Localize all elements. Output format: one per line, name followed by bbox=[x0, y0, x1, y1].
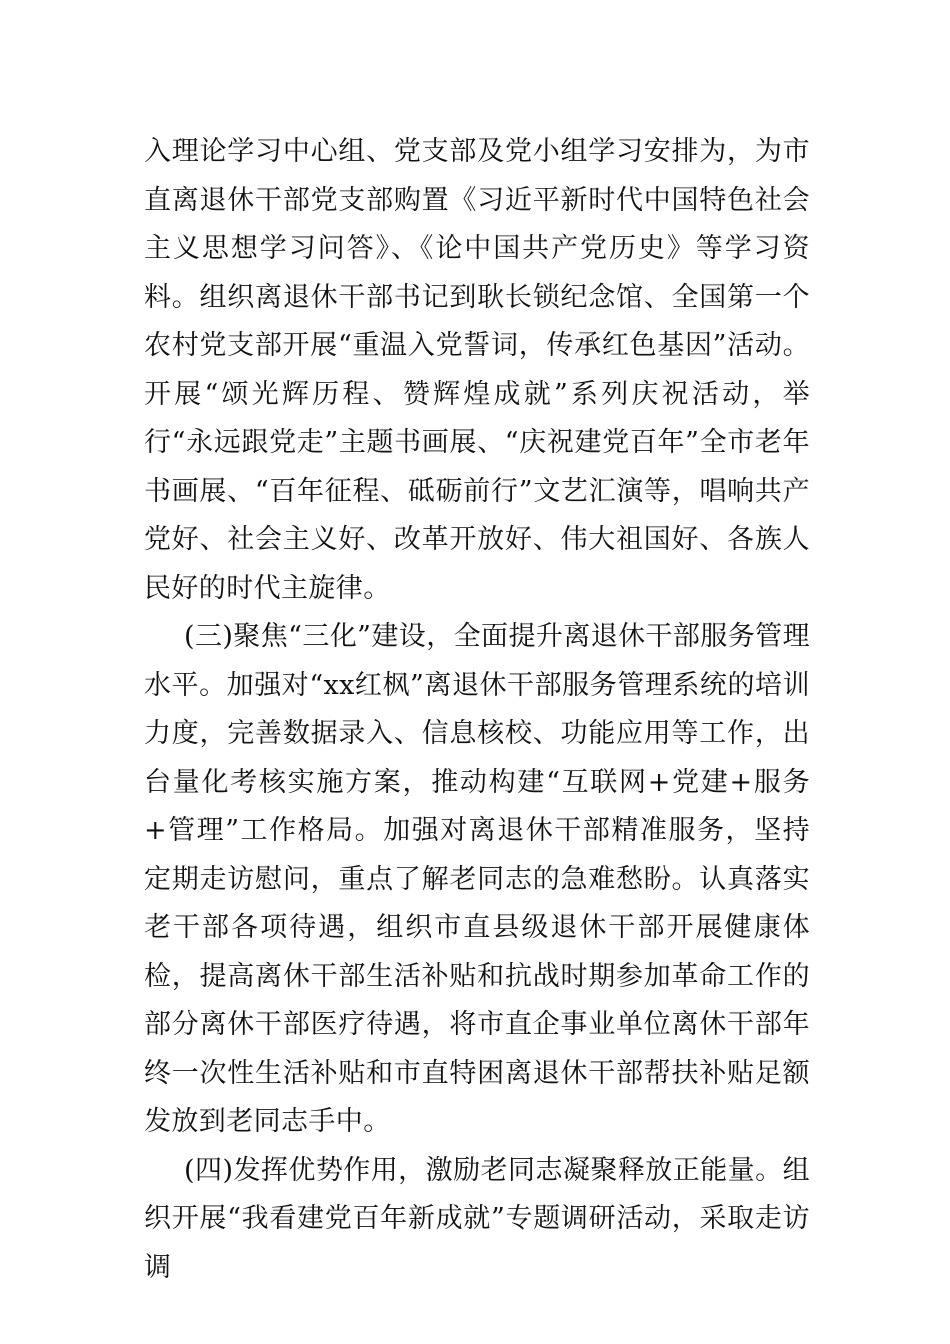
document-body bbox=[144, 128, 810, 1292]
paragraph-3: (四)发挥优势作用，激励老同志凝聚释放正能量。组织开展“我看建党百年新成就”专题调研活动，采取走访调 bbox=[144, 1154, 810, 1283]
paragraph-2: (三)聚焦“三化”建设，全面提升离退休干部服务管理水平。加强对“xx红枫”离退休干部服务管理系统的培训力度，完善数据录入、信息核校、功能应用等工作，出台量化考核实施方案，推动构建“互联网+党建+服务+管理”工作格局。加强对离退休干部精准服务，坚持定期走访慰问，重点了解老同志的急难愁盼。认真落实老干部各项待遇，组织市直县级退休干部开展健康体检，提高离休干部生活补贴和抗战时期参加革命工作的部分离休干部医疗待遇，将市直企事业单位离休干部年终一次性生活补贴和市直特困离退休干部帮扶补贴足额发放到老同志手中。 bbox=[144, 621, 810, 1137]
paragraph-1: 入理论学习中心组、党支部及党小组学习安排为，为市直离退休干部党支部购置《习近平新时代中国特色社会主义思想学习问答》、《论中国共产党历史》等学习资料。组织离退休干部书记到耿长锁纪念馆、全国第一个农村党支部开展“重温入党誓词，传承红色基因”活动。开展“颂光辉历程、赞辉煌成就”系列庆祝活动，举行“永远跟党走”主题书画展、“庆祝建党百年”全市老年书画展、“百年征程、砥砺前行”文艺汇演等，唱响共产党好、社会主义好、改革开放好、伟大祖国好、各族人民好的时代主旋律。 bbox=[144, 136, 810, 604]
